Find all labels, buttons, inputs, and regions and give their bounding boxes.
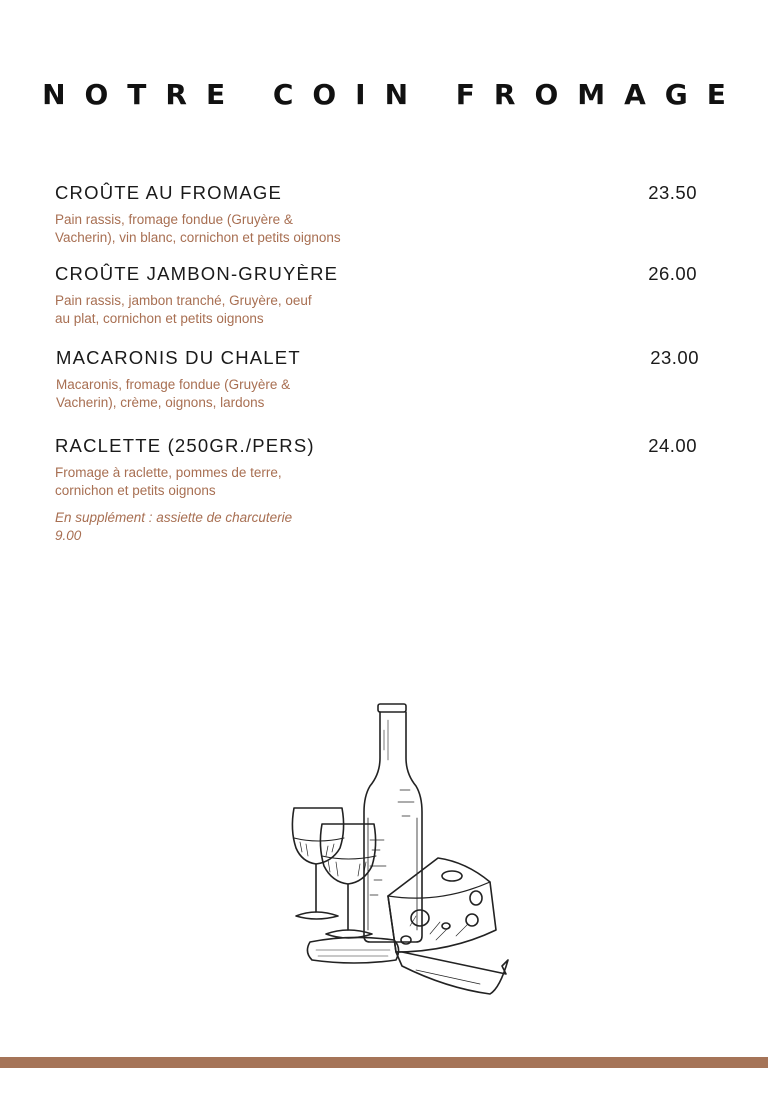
- cheese-knife-icon: [307, 937, 508, 994]
- item-description-line: au plat, cornichon et petits oignons: [55, 311, 264, 326]
- item-description-line: Vacherin), vin blanc, cornichon et petits oignons: [55, 230, 341, 245]
- item-description: [56, 376, 386, 412]
- item-description: [55, 292, 385, 328]
- menu-item-raclette: [55, 435, 697, 500]
- item-price: 24.00: [648, 435, 697, 456]
- item-description-line: Pain rassis, fromage fondue (Gruyère &: [55, 212, 293, 227]
- item-name: CROÛTE JAMBON-GRUYÈRE: [55, 263, 339, 284]
- item-price: 26.00: [648, 263, 697, 284]
- cheese-wedge-icon: [388, 858, 496, 952]
- menu-item-macaronis: [56, 347, 699, 412]
- menu-item-croute-jambon: [55, 263, 697, 328]
- supplement-price: 9.00: [55, 528, 82, 543]
- item-name: MACARONIS DU CHALET: [56, 347, 301, 368]
- item-description-line: cornichon et petits oignons: [55, 483, 216, 498]
- item-description: [55, 464, 385, 500]
- supplement-note: [55, 509, 355, 545]
- item-price: 23.00: [650, 347, 699, 368]
- menu-item-croute-fromage: [55, 182, 697, 247]
- item-description-line: Vacherin), crème, oignons, lardons: [56, 395, 265, 410]
- menu-title: NOTRE COIN FROMAGE: [42, 78, 745, 111]
- item-price: 23.50: [648, 182, 697, 203]
- item-description-line: Macaronis, fromage fondue (Gruyère &: [56, 377, 291, 392]
- item-name: RACLETTE (250GR./PERS): [55, 435, 315, 456]
- bottom-divider-bar: [0, 1057, 768, 1068]
- wine-bottle-icon: [364, 704, 422, 942]
- item-description: [55, 211, 385, 247]
- item-description-line: Fromage à raclette, pommes de terre,: [55, 465, 282, 480]
- item-name: CROÛTE AU FROMAGE: [55, 182, 282, 203]
- wine-and-cheese-illustration-icon: [270, 690, 520, 1010]
- item-description-line: Pain rassis, jambon tranché, Gruyère, oeuf: [55, 293, 312, 308]
- supplement-text: En supplément : assiette de charcuterie: [55, 510, 293, 525]
